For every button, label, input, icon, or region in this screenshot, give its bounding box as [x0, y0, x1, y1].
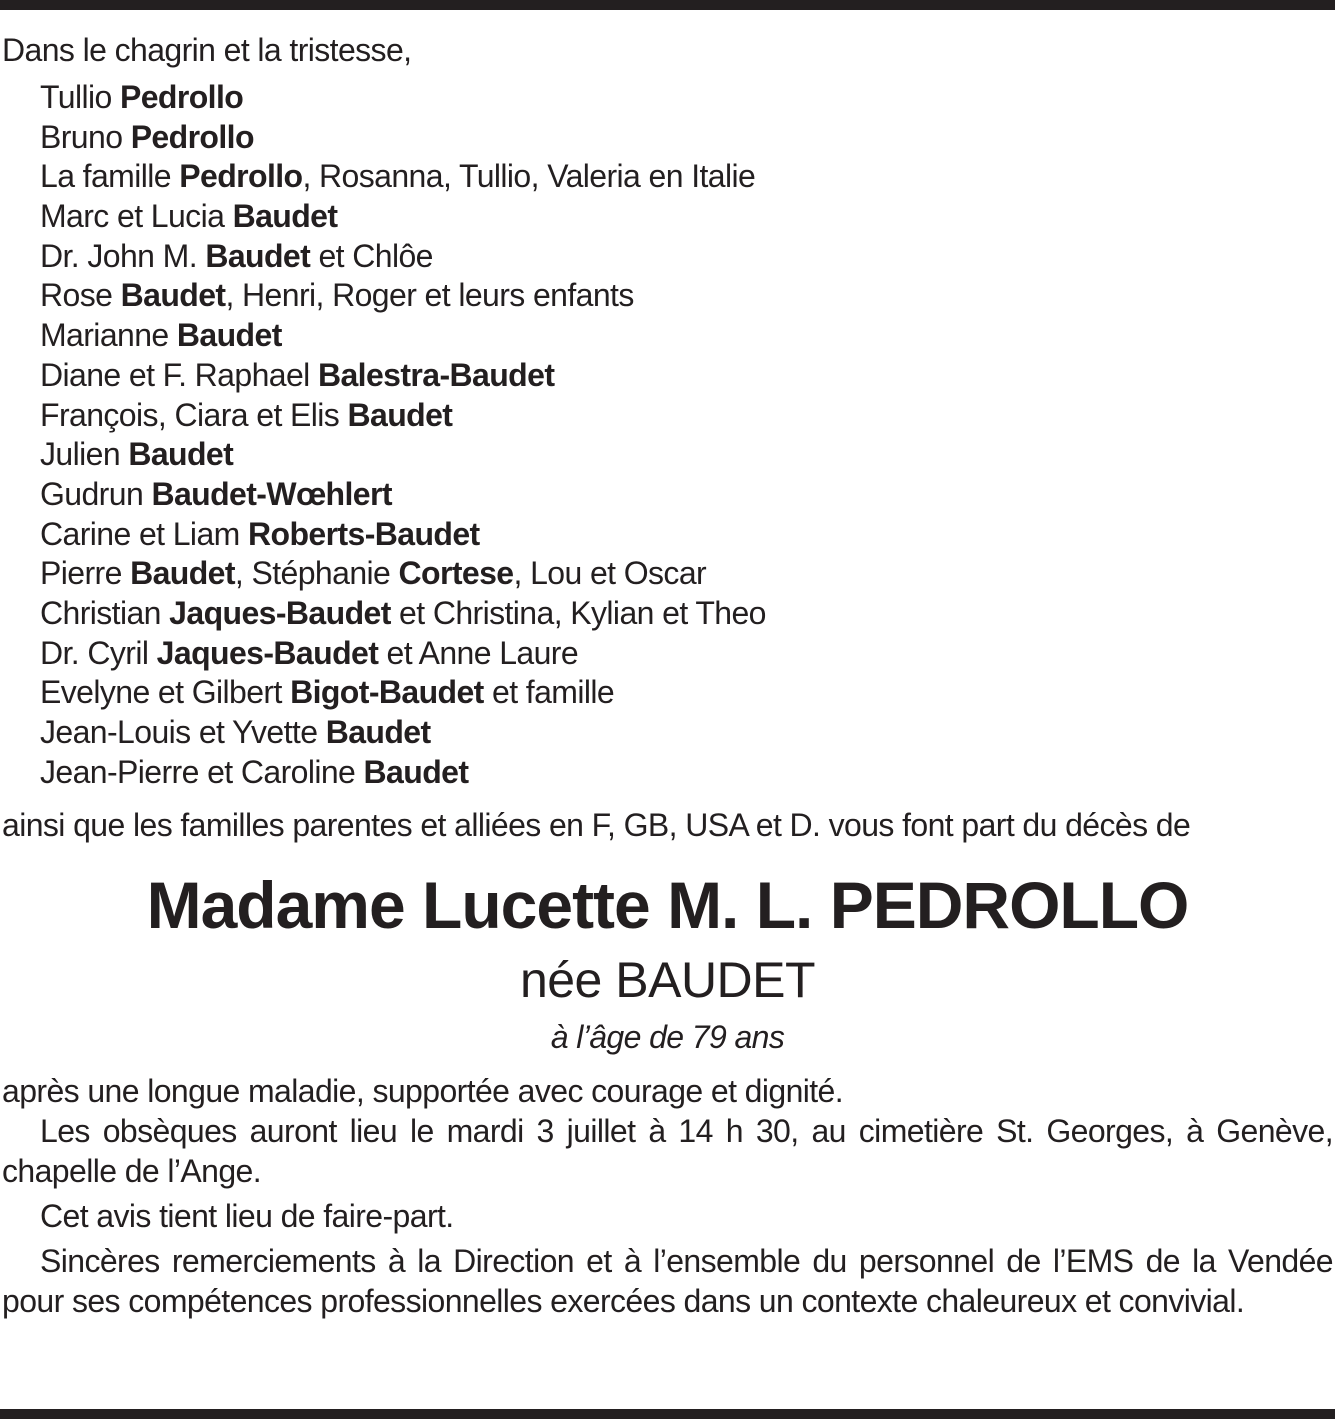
mourner-text: Tullio: [40, 79, 120, 115]
mourner-line: [40, 594, 1333, 634]
family-name: Baudet-Wœhlert: [151, 475, 392, 512]
deceased-name: Madame Lucette M. L. PEDROLLO: [146, 868, 1189, 943]
mourner-line: [40, 316, 1333, 356]
mourner-text: Jean-Louis et Yvette: [40, 714, 326, 750]
mourner-text: Dr. John M.: [40, 237, 206, 274]
family-name: Cortese: [398, 555, 514, 592]
family-name: Baudet: [176, 317, 282, 354]
mourner-line: [40, 634, 1333, 674]
maiden-name: née BAUDET: [519, 952, 816, 1009]
mourner-line: [40, 753, 1333, 793]
mourner-text: La famille: [40, 158, 180, 195]
family-name: Baudet: [128, 436, 234, 473]
mourner-text: Gudrun: [40, 475, 152, 512]
family-name: Baudet: [232, 198, 338, 235]
notice-paragraph: Cet avis tient lieu de faire-part.: [40, 1198, 454, 1235]
intro-text: Dans le chagrin et la tristesse,: [2, 32, 412, 68]
mourner-text: Christian: [40, 594, 170, 631]
mourner-line: [40, 713, 1333, 753]
mourner-text: Carine et Liam: [40, 515, 248, 552]
mourner-line: [40, 356, 1333, 396]
mourner-text: et Chlôe: [310, 237, 433, 274]
family-name: Baudet: [363, 753, 469, 790]
mourner-text: Bruno: [40, 118, 131, 155]
mourner-text: Dr. Cyril: [40, 634, 157, 671]
mourner-line: [40, 396, 1333, 436]
mourner-line: [40, 118, 1333, 158]
family-name: Pedrollo: [130, 118, 254, 155]
mourner-text: Marianne: [40, 317, 177, 354]
family-name: Roberts-Baudet: [248, 515, 480, 552]
top-rule: [0, 0, 1335, 10]
funeral-paragraph: Les obsèques auront lieu le mardi 3 juillet à 14 h 30, au cimetière St. Georges, à Genève, chapelle de l’Ange.: [2, 1113, 1333, 1190]
family-name: Baudet: [130, 555, 235, 592]
mourner-line: [40, 78, 1333, 118]
family-name: Pedrollo: [119, 79, 244, 115]
family-name: Baudet: [347, 396, 453, 433]
mourner-line: [40, 515, 1333, 555]
mourner-line: [40, 673, 1333, 713]
mourner-line: [40, 435, 1333, 475]
thanks-paragraph: Sincères remerciements à la Direction et à l’ensemble du personnel de l’EMS de la Vendée pour ses compétences professionnelles exercées dans un contexte chaleureux et convivial.: [2, 1243, 1333, 1320]
mourner-text: et Christina, Kylian et Theo: [390, 594, 766, 631]
closing-text: ainsi que les familles parentes et alliées en F, GB, USA et D. vous font part du décès de: [2, 807, 1191, 844]
family-name: Pedrollo: [179, 158, 303, 195]
bottom-rule: [0, 1409, 1335, 1419]
obituary-notice: [2, 30, 1333, 1321]
age-at-death: à l’âge de 79 ans: [550, 1019, 785, 1056]
mourner-text: et Anne Laure: [378, 634, 579, 671]
mourner-text: Jean-Pierre et Caroline: [40, 753, 364, 790]
mourner-line: [40, 237, 1333, 277]
mourner-list: [2, 78, 1333, 792]
mourner-text: , Lou et Oscar: [513, 555, 707, 592]
family-name: Bigot-Baudet: [290, 674, 484, 711]
mourner-text: , Henri, Roger et leurs enfants: [225, 277, 634, 314]
mourner-text: Evelyne et Gilbert: [40, 674, 291, 711]
mourner-line: [40, 157, 1333, 197]
mourner-text: François, Ciara et Elis: [40, 396, 348, 433]
family-name: Jaques-Baudet: [156, 634, 379, 671]
family-name: Baudet: [205, 237, 311, 274]
illness-paragraph: après une longue maladie, supportée avec courage et dignité.: [2, 1073, 844, 1110]
mourner-text: Pierre: [40, 555, 131, 592]
mourner-line: [40, 554, 1333, 594]
mourner-text: , Stéphanie: [234, 555, 399, 592]
mourner-text: et famille: [483, 674, 615, 711]
mourner-text: Rose: [40, 277, 121, 314]
mourner-text: Julien: [40, 436, 129, 473]
mourner-text: , Rosanna, Tullio, Valeria en Italie: [302, 158, 756, 195]
family-name: Baudet: [120, 277, 226, 314]
mourner-text: Marc et Lucia: [40, 198, 233, 235]
mourner-line: [40, 197, 1333, 237]
family-name: Jaques-Baudet: [169, 594, 391, 631]
mourner-line: [40, 276, 1333, 316]
mourner-line: [40, 475, 1333, 515]
family-name: Balestra-Baudet: [317, 356, 555, 393]
mourner-text: Diane et F. Raphael: [40, 356, 318, 393]
family-name: Baudet: [325, 714, 431, 750]
